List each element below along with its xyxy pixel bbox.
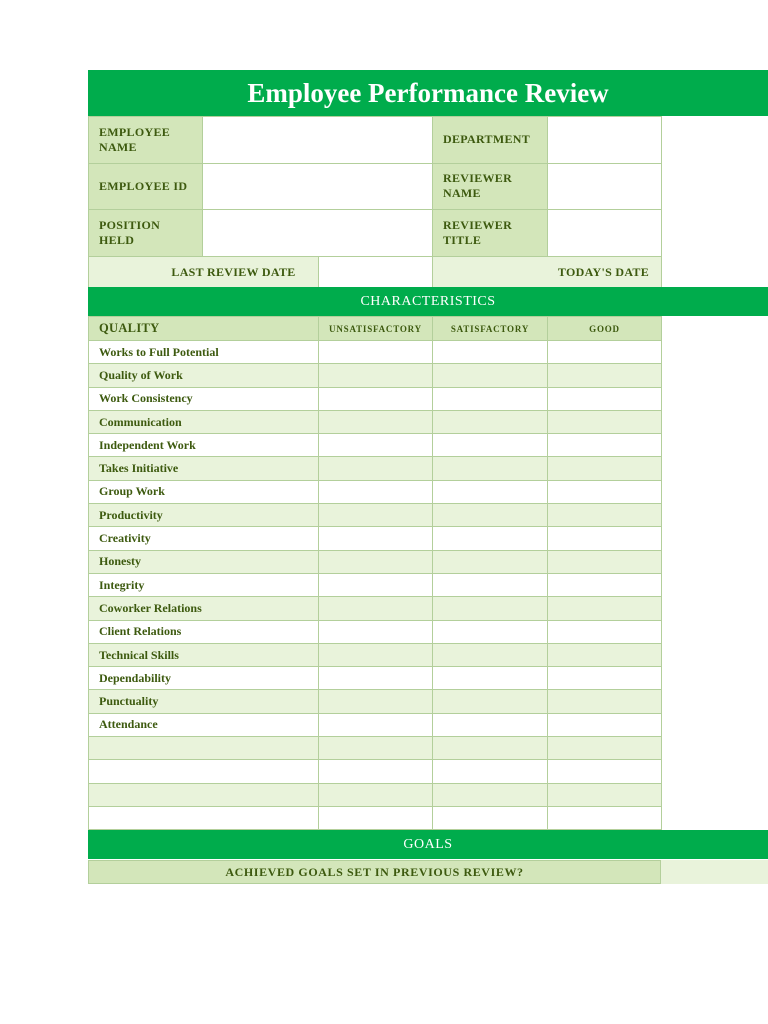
- quality-label: Dependability: [89, 667, 319, 690]
- quality-label: Quality of Work: [89, 364, 319, 387]
- rating-cell-satisfactory[interactable]: [433, 690, 548, 713]
- rating-cell-satisfactory[interactable]: [433, 341, 548, 364]
- column-header-good: GOOD: [548, 317, 662, 341]
- quality-label: Work Consistency: [89, 387, 319, 410]
- last-review-date-field[interactable]: [319, 257, 433, 288]
- rating-cell-unsatisfactory[interactable]: [319, 387, 433, 410]
- rating-cell-satisfactory[interactable]: [433, 806, 548, 829]
- rating-cell-good[interactable]: [548, 457, 662, 480]
- quality-row: [89, 783, 662, 806]
- column-header-unsatisfactory: UNSATISFACTORY: [319, 317, 433, 341]
- quality-label: Coworker Relations: [89, 597, 319, 620]
- rating-cell-satisfactory[interactable]: [433, 783, 548, 806]
- rating-cell-unsatisfactory[interactable]: [319, 480, 433, 503]
- department-label: DEPARTMENT: [433, 117, 548, 164]
- rating-cell-unsatisfactory[interactable]: [319, 620, 433, 643]
- quality-row: [89, 480, 662, 503]
- goals-question: ACHIEVED GOALS SET IN PREVIOUS REVIEW?: [88, 860, 661, 884]
- rating-cell-good[interactable]: [548, 620, 662, 643]
- characteristics-banner: [88, 287, 768, 316]
- quality-row: [89, 597, 662, 620]
- reviewer-name-label: REVIEWER NAME: [433, 163, 548, 210]
- rating-cell-unsatisfactory[interactable]: [319, 573, 433, 596]
- rating-cell-satisfactory[interactable]: [433, 527, 548, 550]
- last-review-date-label: LAST REVIEW DATE: [89, 257, 319, 288]
- quality-row: [89, 573, 662, 596]
- form-title-banner: [88, 70, 768, 116]
- employee-name-label: EMPLOYEE NAME: [89, 117, 203, 164]
- quality-row: [89, 713, 662, 736]
- quality-label[interactable]: [89, 783, 319, 806]
- rating-cell-unsatisfactory[interactable]: [319, 667, 433, 690]
- quality-row: [89, 341, 662, 364]
- quality-row: [89, 457, 662, 480]
- employee-name-field[interactable]: [203, 117, 433, 164]
- quality-label: Communication: [89, 410, 319, 433]
- quality-row: [89, 690, 662, 713]
- quality-label: Honesty: [89, 550, 319, 573]
- quality-row: [89, 504, 662, 527]
- quality-label: Creativity: [89, 527, 319, 550]
- rating-cell-good[interactable]: [548, 410, 662, 433]
- quality-label: Group Work: [89, 480, 319, 503]
- rating-cell-good[interactable]: [548, 341, 662, 364]
- rating-cell-good[interactable]: [548, 643, 662, 666]
- quality-row: [89, 364, 662, 387]
- rating-cell-good[interactable]: [548, 783, 662, 806]
- rating-cell-good[interactable]: [548, 597, 662, 620]
- quality-row: [89, 667, 662, 690]
- quality-row: [89, 806, 662, 829]
- quality-label: Client Relations: [89, 620, 319, 643]
- quality-row: [89, 643, 662, 666]
- rating-cell-good[interactable]: [548, 527, 662, 550]
- rating-cell-satisfactory[interactable]: [433, 387, 548, 410]
- rating-cell-unsatisfactory[interactable]: [319, 690, 433, 713]
- rating-cell-good[interactable]: [548, 713, 662, 736]
- rating-cell-good[interactable]: [548, 504, 662, 527]
- rating-cell-unsatisfactory[interactable]: [319, 504, 433, 527]
- todays-date-label: TODAY'S DATE: [433, 257, 662, 288]
- rating-cell-good[interactable]: [548, 667, 662, 690]
- rating-cell-good[interactable]: [548, 760, 662, 783]
- quality-label: Integrity: [89, 573, 319, 596]
- rating-cell-unsatisfactory[interactable]: [319, 550, 433, 573]
- quality-label: Independent Work: [89, 434, 319, 457]
- rating-cell-good[interactable]: [548, 690, 662, 713]
- rating-cell-good[interactable]: [548, 573, 662, 596]
- rating-cell-satisfactory[interactable]: [433, 457, 548, 480]
- rating-cell-good[interactable]: [548, 480, 662, 503]
- rating-cell-unsatisfactory[interactable]: [319, 434, 433, 457]
- rating-cell-unsatisfactory[interactable]: [319, 597, 433, 620]
- position-held-field[interactable]: [203, 210, 433, 257]
- quality-row: [89, 387, 662, 410]
- rating-cell-satisfactory[interactable]: [433, 620, 548, 643]
- rating-cell-unsatisfactory[interactable]: [319, 457, 433, 480]
- rating-cell-satisfactory[interactable]: [433, 667, 548, 690]
- quality-label[interactable]: [89, 806, 319, 829]
- rating-cell-unsatisfactory[interactable]: [319, 760, 433, 783]
- reviewer-title-field[interactable]: [548, 210, 662, 257]
- rating-cell-unsatisfactory[interactable]: [319, 806, 433, 829]
- rating-cell-unsatisfactory[interactable]: [319, 341, 433, 364]
- rating-cell-good[interactable]: [548, 550, 662, 573]
- rating-cell-satisfactory[interactable]: [433, 550, 548, 573]
- rating-cell-satisfactory[interactable]: [433, 573, 548, 596]
- rating-cell-satisfactory[interactable]: [433, 480, 548, 503]
- rating-cell-satisfactory[interactable]: [433, 410, 548, 433]
- reviewer-name-field[interactable]: [548, 163, 662, 210]
- rating-cell-good[interactable]: [548, 806, 662, 829]
- goals-banner: [88, 830, 768, 859]
- rating-cell-good[interactable]: [548, 434, 662, 457]
- rating-cell-satisfactory[interactable]: [433, 643, 548, 666]
- rating-cell-unsatisfactory[interactable]: [319, 527, 433, 550]
- form-title: Employee Performance Review: [247, 77, 609, 108]
- rating-cell-satisfactory[interactable]: [433, 434, 548, 457]
- quality-label: Takes Initiative: [89, 457, 319, 480]
- quality-row: [89, 620, 662, 643]
- rating-cell-satisfactory[interactable]: [433, 597, 548, 620]
- quality-row: [89, 737, 662, 760]
- rating-cell-satisfactory[interactable]: [433, 737, 548, 760]
- rating-cell-satisfactory[interactable]: [433, 364, 548, 387]
- characteristics-table-body: [89, 317, 662, 830]
- quality-row: [89, 527, 662, 550]
- reviewer-title-label: REVIEWER TITLE: [433, 210, 548, 257]
- quality-label: Works to Full Potential: [89, 341, 319, 364]
- goals-question-row: [88, 860, 768, 884]
- position-held-label: POSITION HELD: [89, 210, 203, 257]
- quality-label: Productivity: [89, 504, 319, 527]
- rating-cell-unsatisfactory[interactable]: [319, 364, 433, 387]
- department-field[interactable]: [548, 117, 662, 164]
- employee-id-label: EMPLOYEE ID: [89, 163, 203, 210]
- characteristics-table: [88, 316, 662, 830]
- quality-label: Punctuality: [89, 690, 319, 713]
- rating-cell-unsatisfactory[interactable]: [319, 737, 433, 760]
- rating-cell-satisfactory[interactable]: [433, 760, 548, 783]
- rating-cell-unsatisfactory[interactable]: [319, 410, 433, 433]
- quality-label: Technical Skills: [89, 643, 319, 666]
- quality-label: Attendance: [89, 713, 319, 736]
- rating-cell-unsatisfactory[interactable]: [319, 713, 433, 736]
- rating-cell-unsatisfactory[interactable]: [319, 643, 433, 666]
- review-dates-table: [88, 256, 662, 288]
- column-header-quality: QUALITY: [89, 317, 319, 341]
- quality-row: [89, 760, 662, 783]
- employee-info-table: [88, 116, 662, 257]
- quality-row: [89, 434, 662, 457]
- characteristics-header-row: [89, 317, 662, 341]
- rating-cell-good[interactable]: [548, 364, 662, 387]
- quality-label[interactable]: [89, 760, 319, 783]
- column-header-satisfactory: SATISFACTORY: [433, 317, 548, 341]
- employee-id-field[interactable]: [203, 163, 433, 210]
- rating-cell-good[interactable]: [548, 737, 662, 760]
- rating-cell-satisfactory[interactable]: [433, 713, 548, 736]
- quality-label[interactable]: [89, 737, 319, 760]
- rating-cell-good[interactable]: [548, 387, 662, 410]
- rating-cell-unsatisfactory[interactable]: [319, 783, 433, 806]
- characteristics-heading: CHARACTERISTICS: [360, 293, 496, 309]
- quality-row: [89, 410, 662, 433]
- quality-row: [89, 550, 662, 573]
- goals-heading: GOALS: [403, 836, 453, 852]
- goals-row-extension: [661, 860, 768, 884]
- rating-cell-satisfactory[interactable]: [433, 504, 548, 527]
